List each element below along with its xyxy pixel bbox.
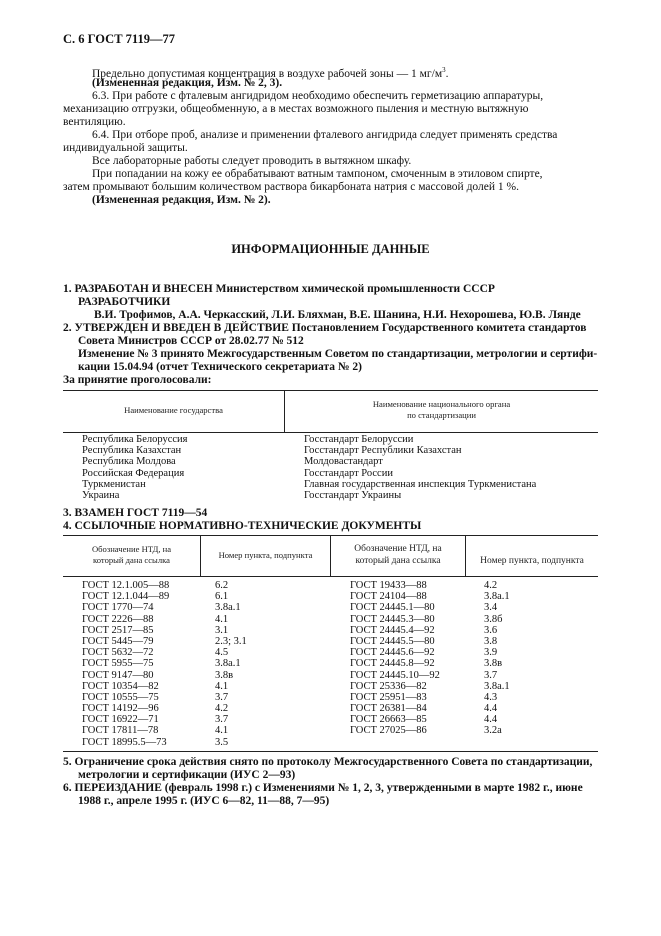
ref-h3-line-2: который дана ссылка <box>355 556 441 566</box>
vote-state-cell: Республика Белоруссия <box>82 434 188 445</box>
ref-doc-cell: ГОСТ 25336—82 <box>350 680 427 692</box>
item-6-line-1: 6. ПЕРЕИЗДАНИЕ (февраль 1998 г.) с Изменениями № 1, 2, 3, утвержденными в марте 1982 г., июне <box>63 782 583 794</box>
ref-point-cell: 3.7 <box>484 669 498 681</box>
ref-point-cell: 3.6 <box>484 624 498 636</box>
ref-h1-line-2: который дана ссылка <box>93 555 170 565</box>
ref-point-cell: 4.1 <box>215 725 229 737</box>
ref-doc-cell: ГОСТ 24445.5—80 <box>350 635 435 647</box>
ref-h1-line-1: Обозначение НТД, на <box>91 544 172 554</box>
item-2-line-4: кации 15.04.94 (отчет Технического секретариата № 2) <box>78 361 362 373</box>
ref-doc-cell: ГОСТ 5445—79 <box>82 635 154 647</box>
item-2-line-2: Совета Министров СССР от 28.02.77 № 512 <box>78 335 304 347</box>
ref-left-points <box>215 580 247 748</box>
ref-doc-cell: ГОСТ 24104—88 <box>350 591 427 603</box>
vote-bodies-list <box>304 434 536 501</box>
item-4: 4. ССЫЛОЧНЫЕ НОРМАТИВНО-ТЕХНИЧЕСКИЕ ДОКУМЕНТЫ <box>63 520 422 532</box>
ref-doc-cell: ГОСТ 27025—86 <box>350 725 427 737</box>
ref-point-cell: 3.8а.1 <box>484 591 510 603</box>
ref-point-cell: 3.2а <box>484 725 502 737</box>
ref-point-cell: 3.7 <box>215 714 229 726</box>
ref-point-cell: 4.5 <box>215 647 229 659</box>
vote-body-cell: Молдовастандарт <box>304 456 383 468</box>
ref-doc-cell: ГОСТ 5955—75 <box>82 658 154 670</box>
vote-body-cell: Главная государственная инспекция Туркменистана <box>304 478 537 490</box>
vote-col-body-header-l1: Наименование национального органа <box>372 399 511 409</box>
ref-right-points <box>484 580 510 737</box>
ref-point-cell: 6.1 <box>215 591 229 603</box>
section-title: ИНФОРМАЦИОННЫЕ ДАННЫЕ <box>231 242 430 256</box>
ref-doc-cell: ГОСТ 10555—75 <box>82 691 159 703</box>
vote-body-cell: Госстандарт Белоруссии <box>304 434 414 445</box>
ref-doc-cell: ГОСТ 14192—96 <box>82 703 159 715</box>
paragraph-skin-line-1: При попадании на кожу ее обрабатывают ватным тампоном, смоченным в этиловом спирте, <box>92 168 543 180</box>
ref-point-cell: 2.3; 3.1 <box>215 635 247 647</box>
ref-doc-cell: ГОСТ 24445.3—80 <box>350 613 435 625</box>
ref-doc-cell: ГОСТ 10354—82 <box>82 680 159 692</box>
ref-point-cell: 3.8б <box>484 613 503 625</box>
ref-doc-cell: ГОСТ 25951—83 <box>350 691 427 703</box>
item-2-line-3: Изменение № 3 принято Межгосударственным Советом по стандартизации, метрологии и сертифи- <box>78 348 598 360</box>
item-5-line-2: метрологии и сертификации (ИУС 2—93) <box>78 769 296 781</box>
ref-doc-cell: ГОСТ 26381—84 <box>350 703 427 715</box>
ref-doc-cell: ГОСТ 16922—71 <box>82 714 159 726</box>
ref-point-cell: 3.5 <box>215 736 229 748</box>
paragraph-6-3-line-3: вентиляцию. <box>63 116 126 128</box>
ref-table-bottom-rule <box>63 751 598 752</box>
vote-body-cell: Госстандарт Республики Казахстан <box>304 445 462 457</box>
vote-state-cell: Украина <box>82 489 120 501</box>
ref-doc-cell: ГОСТ 24445.1—80 <box>350 602 435 614</box>
vote-state-cell: Туркменистан <box>82 478 146 490</box>
ref-point-cell: 3.8 <box>484 635 498 647</box>
ref-doc-cell: ГОСТ 24445.10—92 <box>350 669 440 681</box>
ref-doc-cell: ГОСТ 18995.5—73 <box>82 736 167 748</box>
paragraph-lab-works: Все лабораторные работы следует проводить в вытяжном шкафу. <box>92 155 412 167</box>
paragraph-6-3-line-1: 6.3. При работе с фталевым ангидридом необходимо обеспечить герметизацию аппаратуры, <box>92 90 544 102</box>
vote-table-header-rule <box>63 432 598 433</box>
ref-point-cell: 3.8а.1 <box>484 680 510 692</box>
ref-table-header-rule <box>63 576 598 577</box>
page-header: С. 6 ГОСТ 7119—77 <box>63 32 175 46</box>
vote-body-cell: Госстандарт Украины <box>304 489 402 501</box>
item-3: 3. ВЗАМЕН ГОСТ 7119—54 <box>63 507 208 519</box>
vote-states-list <box>82 434 188 501</box>
ref-point-cell: 4.1 <box>215 680 229 692</box>
edit-note-1: (Измененная редакция, Изм. № 2, 3). <box>92 77 283 89</box>
ref-doc-cell: ГОСТ 24445.4—92 <box>350 624 435 636</box>
ref-h3-line-1: Обозначение НТД, на <box>354 544 442 554</box>
ref-point-cell: 4.2 <box>215 703 229 715</box>
vote-col-state-header: Наименование государства <box>124 405 223 415</box>
vote-state-cell: Республика Казахстан <box>82 445 182 457</box>
ref-doc-cell: ГОСТ 26663—85 <box>350 714 427 726</box>
ref-h4: Номер пункта, подпункта <box>480 556 584 566</box>
edit-note-2: (Измененная редакция, Изм. № 2). <box>92 194 271 206</box>
ref-point-cell: 3.8в <box>484 658 503 670</box>
ref-h2: Номер пункта, подпункта <box>218 550 313 560</box>
ref-doc-cell: ГОСТ 24445.8—92 <box>350 658 435 670</box>
ref-point-cell: 3.4 <box>484 602 498 614</box>
ref-point-cell: 3.8а.1 <box>215 658 241 670</box>
item-1-authors: В.И. Трофимов, А.А. Черкасский, Л.И. Бляхман, В.Е. Шанина, Н.И. Нехорошева, Ю.В. Лянде <box>94 309 581 321</box>
ref-doc-cell: ГОСТ 1770—74 <box>82 602 154 614</box>
vote-table-top-rule <box>63 390 598 391</box>
item-1-line-1: 1. РАЗРАБОТАН И ВНЕСЕН Министерством химической промышленности СССР <box>63 283 495 295</box>
ref-doc-cell: ГОСТ 5632—72 <box>82 647 154 659</box>
ref-left-docs <box>82 580 169 748</box>
paragraph-concentration: Предельно допустимая концентрация в воздухе рабочей зоны — 1 $мг/м^3$. <box>92 66 449 80</box>
ref-point-cell: 3.8в <box>215 669 234 681</box>
ref-doc-cell: ГОСТ 2517—85 <box>82 624 154 636</box>
ref-doc-cell: ГОСТ 24445.6—92 <box>350 647 435 659</box>
ref-point-cell: 4.2 <box>484 580 498 591</box>
ref-point-cell: 3.1 <box>215 624 229 636</box>
item-2-line-1: 2. УТВЕРЖДЕН И ВВЕДЕН В ДЕЙСТВИЕ Постановлением Государственного комитета стандартов <box>63 322 587 334</box>
vote-col-body-header-l2: по стандартизации <box>407 410 476 420</box>
paragraph-6-3-line-2: механизацию отгрузки, общеобменную, а в местах возможного пыления и местную вытяжную <box>63 103 529 115</box>
ref-point-cell: 3.9 <box>484 647 498 659</box>
ref-point-cell: 4.4 <box>484 714 498 726</box>
vote-body-cell: Госстандарт России <box>304 467 393 479</box>
ref-point-cell: 3.8а.1 <box>215 602 241 614</box>
voted-label: За принятие проголосовали: <box>63 374 212 386</box>
ref-doc-cell: ГОСТ 12.1.044—89 <box>82 591 170 603</box>
item-1-developers: РАЗРАБОТЧИКИ <box>78 296 171 308</box>
vote-state-cell: Республика Молдова <box>82 456 176 468</box>
paragraph-6-4-line-1: 6.4. При отборе проб, анализе и применении фталевого ангидрида следует применять средства <box>92 129 558 141</box>
ref-point-cell: 3.7 <box>215 691 229 703</box>
vote-state-cell: Российская Федерация <box>82 467 185 479</box>
item-6-line-2: 1988 г., апреле 1995 г. (ИУС 6—82, 11—88, 7—95) <box>78 795 330 807</box>
ref-doc-cell: ГОСТ 19433—88 <box>350 580 427 591</box>
ref-doc-cell: ГОСТ 17811—78 <box>82 725 159 737</box>
ref-doc-cell: ГОСТ 2226—88 <box>82 613 154 625</box>
item-5-line-1: 5. Ограничение срока действия снято по протоколу Межгосударственного Совета по стандартизации, <box>63 756 593 768</box>
paragraph-skin-line-2: затем промывают большим количеством раствора бикарбоната натрия с массовой долей 1 %. <box>63 181 519 193</box>
ref-right-docs <box>350 580 440 737</box>
paragraph-6-4-line-2: индивидуальной защиты. <box>63 142 188 154</box>
ref-point-cell: 6.2 <box>215 580 229 591</box>
ref-doc-cell: ГОСТ 9147—80 <box>82 669 154 681</box>
ref-doc-cell: ГОСТ 12.1.005—88 <box>82 580 170 591</box>
ref-point-cell: 4.1 <box>215 613 229 625</box>
ref-point-cell: 4.3 <box>484 691 498 703</box>
ref-point-cell: 4.4 <box>484 703 498 715</box>
